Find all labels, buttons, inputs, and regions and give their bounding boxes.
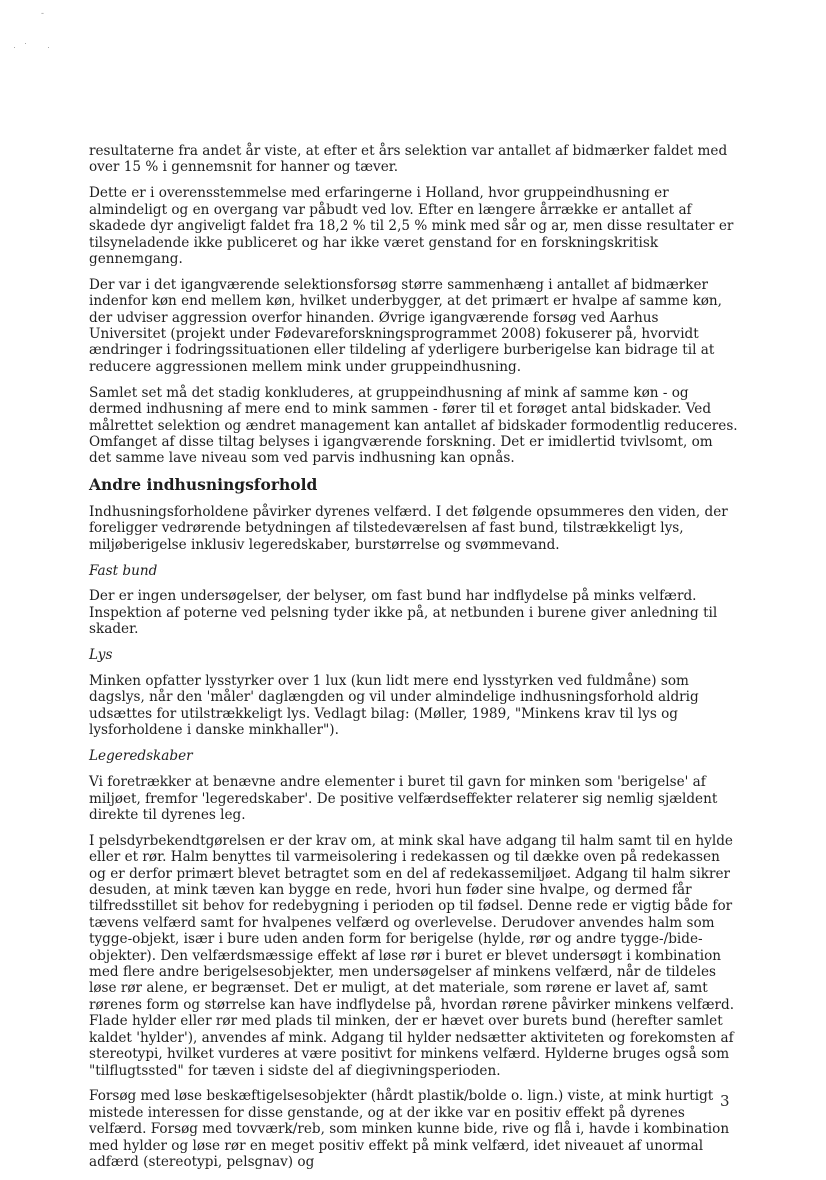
- paragraph-berigelse: Vi foretrækker at benævne andre elementer i buret til gavn for minken som 'berigelse' af miljøet, fremfor 'legeredskaber'. De positive velfærdseffekter relaterer sig nemlig sjældent direkte til dyrenes leg.: [89, 774, 718, 823]
- section-intro: Indhusningsforholdene påvirker dyrenes velfærd. I det følgende opsummeres den viden, der foreligger vedrørende betydningen af tilstedeværelsen af fast bund, tilstrækkeligt lys, miljøberigelse inklusiv legeredskaber, burstørrelse og svømmevand.: [89, 503, 728, 553]
- paragraph-results: resultaterne fra andet år viste, at efter et års selektion var antallet af bidmærker faldet med over 15 % i gennemsnit for hanner og tæver.: [89, 143, 728, 176]
- paragraph-loese-objekter: Forsøg med løse beskæftigelsesobjekter (hårdt plastik/bolde o. lign.) viste, at mink hurtigt mistede interessen for disse genstande, og at der ikke var en positiv effekt på dyrenes velfærd. Forsøg med tovværk/reb, som minken kunne bide, rive og flå i, havde i kombination med hylder og løse rør en meget positiv effekt på mink velfærd, idet niveauet af unormal adfærd (stereotypi, pelsgnav) og: [89, 1088, 730, 1171]
- scan-speck: ·: [13, 42, 16, 52]
- section-heading: Andre indhusningsforhold: [89, 475, 318, 495]
- subheading-fast-bund: Fast bund: [89, 562, 158, 579]
- subheading-lys: Lys: [89, 647, 113, 664]
- scan-speck: ·: [47, 42, 50, 52]
- paragraph-lys: Minken opfatter lysstyrker over 1 lux (kun lidt mere end lysstyrken ved fuldmåne) som dagslys, når den 'måler' daglængden og vil under almindelige indhusningsforhold aldrig udsættes for utilstrækkeligt lys. Vedlagt bilag: (Møller, 1989, "Minkens krav til lys og lysforholdene i danske minkhaller").: [89, 673, 699, 739]
- paragraph-holland: Dette er i overensstemmelse med erfaringerne i Holland, hvor gruppeindhusning er almindeligt og en overgang var påbudt ved lov. Efter en længere årrække er antallet af skadede dyr angiveligt faldet fra 18,2 % til 2,5 % mink med sår og ar, men disse resultater er tilsyneladende ikke publiceret og har ikke været genstand for en forskningskritisk gennemgang.: [89, 185, 734, 267]
- scan-speck: ·: [24, 38, 27, 48]
- paragraph-pelsdyrbekendtgoerelsen: I pelsdyrbekendtgørelsen er der krav om, at mink skal have adgang til halm samt til en hylde eller et rør. Halm benyttes til varmeisolering i redekassen og til dække oven på redekassen og er derfor primært blevet betragtet som en del af redekassemiljøet. Adgang til halm sikrer desuden, at mink tæven kan bygge en rede, hvori hun føder sine hvalpe, og dermed får tilfredsstillet sit behov for redebygning i perioden op til fødsel. Denne rede er vigtig både for tævens velfærd samt for hvalpenes velfærd og overlevelse. Derudover anvendes halm som tygge-objekt, især i bure uden anden form for berigelse (hylde, rør og andre tygge-/bide-objekter). Den velfærdsmæssige effekt af løse rør i buret er blevet undersøgt i kombination med flere andre berigelsesobjekter, men undersøgelser af minkens velfærd, når de tildeles løse rør alene, er begrænset. Det er muligt, at det materiale, som rørene er lavet af, samt rørenes form og størrelse kan have indflydelse på, hvordan rørene påvirker minkens velfærd. Flade hylder eller rør med plads til minken, der er hævet over burets bund (herefter samlet kaldet 'hylder'), anvendes af mink. Adgang til hylder nedsætter aktiviteten og forekomsten af stereotypi, hvilket vurderes at være positivt for minkens velfærd. Hylderne bruges også som "tilflugtssted" for tæven i sidste del af diegivningsperioden.: [89, 832, 735, 1079]
- page-number: 3: [720, 1092, 730, 1110]
- body-text: [89, 143, 739, 1180]
- paragraph-selection-trial: Der var i det igangværende selektionsforsøg større sammenhæng i antallet af bidmærker indenfor køn end mellem køn, hvilket underbygger, at det primært er hvalpe af samme køn, der udviser aggression overfor hinanden. Øvrige igangværende forsøg ved Aarhus Universitet (projekt under Fødevareforskningsprogrammet 2008) fokuserer på, hvorvidt ændringer i fodringssituationen eller tildeling af yderligere burberigelse kan bidrage til at reducere aggressionen mellem mink under gruppeindhusning.: [89, 276, 723, 375]
- scan-speck: -: [41, 8, 44, 18]
- subheading-legeredskaber: Legeredskaber: [89, 748, 193, 765]
- paragraph-fast-bund: Der er ingen undersøgelser, der belyser, om fast bund har indflydelse på minks velfærd. Inspektion af poterne ved pelsning tyder ikke på, at netbunden i burene giver anledning til skader.: [89, 588, 718, 638]
- paragraph-conclusion: Samlet set må det stadig konkluderes, at gruppeindhusning af mink af samme køn - og dermed indhusning af mere end to mink sammen - fører til et forøget antal bidskader. Ved målrettet selektion og ændret management kan antallet af bidskader formodentlig reduceres. Omfanget af disse tiltag belyses i igangværende forskning. Det er imidlertid tvivlsomt, om det samme lave niveau som ved parvis indhusning kan opnås.: [89, 384, 738, 467]
